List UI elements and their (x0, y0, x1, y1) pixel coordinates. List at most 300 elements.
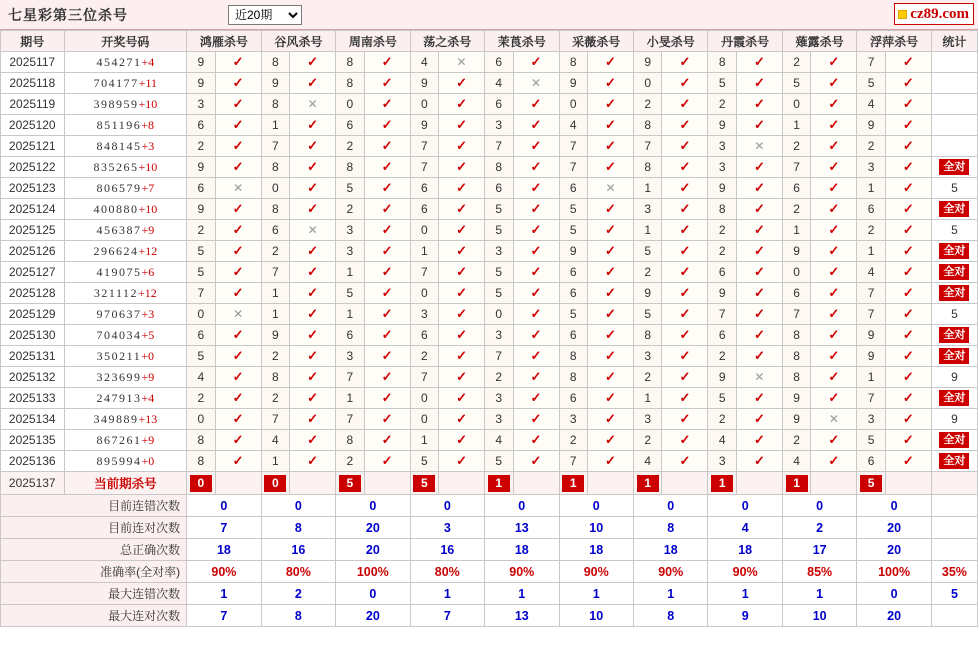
cell-period: 2025127 (1, 262, 65, 283)
summary-value: 0 (410, 495, 484, 517)
cell-current-mark (513, 472, 559, 495)
miss-cross-icon: ✕ (587, 178, 633, 199)
cell-stat (931, 136, 977, 157)
hit-check-icon: ✓ (513, 94, 559, 115)
th-expert-5: 采薇杀号 (559, 31, 633, 52)
summary-value: 8 (633, 605, 707, 627)
cell-kill-number: 0 (187, 409, 215, 430)
summary-stat-value (931, 517, 977, 539)
cell-kill-number: 5 (187, 262, 215, 283)
cell-kill-number: 3 (336, 241, 364, 262)
hit-check-icon: ✓ (736, 220, 782, 241)
summary-value: 20 (857, 517, 931, 539)
summary-value: 1 (559, 583, 633, 605)
cell-kill-number: 8 (559, 346, 587, 367)
hit-check-icon: ✓ (364, 409, 410, 430)
cell-kill-number: 0 (559, 94, 587, 115)
hit-check-icon: ✓ (215, 199, 261, 220)
current-period-row (1, 472, 978, 495)
cell-kill-number: 5 (633, 304, 661, 325)
hit-check-icon: ✓ (215, 157, 261, 178)
hit-check-icon: ✓ (736, 52, 782, 73)
hit-check-icon: ✓ (662, 409, 708, 430)
hit-check-icon: ✓ (513, 283, 559, 304)
cell-draw-code: 350211+0 (64, 346, 187, 367)
cell-kill-number: 3 (336, 220, 364, 241)
th-expert-2: 周南杀号 (336, 31, 410, 52)
cell-kill-number: 5 (187, 241, 215, 262)
table-header (1, 31, 978, 52)
cell-stat: 全对 (931, 199, 977, 220)
summary-value: 7 (410, 605, 484, 627)
hit-check-icon: ✓ (215, 409, 261, 430)
cell-period: 2025129 (1, 304, 65, 325)
header-row (1, 31, 978, 52)
hit-check-icon: ✓ (439, 451, 485, 472)
hit-check-icon: ✓ (290, 262, 336, 283)
hit-check-icon: ✓ (215, 346, 261, 367)
summary-value: 7 (187, 605, 261, 627)
cell-kill-number: 6 (559, 178, 587, 199)
cell-kill-number: 3 (633, 409, 661, 430)
hit-check-icon: ✓ (587, 52, 633, 73)
summary-value: 18 (187, 539, 261, 561)
hit-check-icon: ✓ (662, 367, 708, 388)
cell-stat: 全对 (931, 241, 977, 262)
cell-kill-number: 8 (633, 115, 661, 136)
summary-value: 90% (187, 561, 261, 583)
cell-kill-number: 1 (410, 241, 438, 262)
cell-kill-number: 0 (336, 94, 364, 115)
hit-check-icon: ✓ (215, 52, 261, 73)
cell-kill-number: 8 (187, 451, 215, 472)
cell-kill-number: 7 (485, 136, 513, 157)
cell-current-mark (215, 472, 261, 495)
cell-stat (931, 73, 977, 94)
miss-cross-icon: ✕ (736, 136, 782, 157)
cell-kill-number: 1 (782, 220, 810, 241)
cell-kill-number: 2 (261, 388, 289, 409)
th-expert-4: 茉莨杀号 (485, 31, 559, 52)
cell-current-kill-number: 5 (857, 472, 885, 495)
cell-kill-number: 5 (485, 199, 513, 220)
hit-check-icon: ✓ (736, 94, 782, 115)
hit-check-icon: ✓ (662, 241, 708, 262)
summary-value: 85% (782, 561, 856, 583)
hit-check-icon: ✓ (662, 283, 708, 304)
logo-square-icon (898, 10, 907, 19)
cell-period: 2025130 (1, 325, 65, 346)
cell-kill-number: 1 (261, 283, 289, 304)
cell-kill-number: 7 (857, 388, 885, 409)
cell-kill-number: 7 (708, 304, 736, 325)
summary-value: 18 (485, 539, 559, 561)
cell-kill-number: 3 (485, 241, 513, 262)
summary-value: 90% (485, 561, 559, 583)
cell-kill-number: 7 (261, 136, 289, 157)
cell-kill-number: 2 (857, 136, 885, 157)
cell-kill-number: 7 (410, 262, 438, 283)
hit-check-icon: ✓ (513, 220, 559, 241)
cell-kill-number: 6 (485, 94, 513, 115)
table-row (1, 52, 978, 73)
summary-value: 4 (708, 517, 782, 539)
cell-kill-number: 5 (485, 220, 513, 241)
cell-kill-number: 4 (485, 430, 513, 451)
cell-kill-number: 2 (633, 94, 661, 115)
hit-check-icon: ✓ (439, 220, 485, 241)
hit-check-icon: ✓ (290, 325, 336, 346)
summary-value: 10 (782, 605, 856, 627)
cell-kill-number: 5 (857, 430, 885, 451)
table-row (1, 220, 978, 241)
hit-check-icon: ✓ (290, 367, 336, 388)
hit-check-icon: ✓ (811, 325, 857, 346)
cell-kill-number: 1 (336, 262, 364, 283)
hit-check-icon: ✓ (439, 136, 485, 157)
miss-cross-icon: ✕ (290, 94, 336, 115)
cell-kill-number: 9 (559, 241, 587, 262)
table-row (1, 178, 978, 199)
table-row (1, 199, 978, 220)
hit-check-icon: ✓ (290, 157, 336, 178)
hit-check-icon: ✓ (215, 262, 261, 283)
cell-draw-code: 247913+4 (64, 388, 187, 409)
cell-kill-number: 9 (261, 325, 289, 346)
cell-period: 2025119 (1, 94, 65, 115)
cell-kill-number: 9 (857, 325, 885, 346)
cell-current-mark (811, 472, 857, 495)
cell-kill-number: 2 (633, 430, 661, 451)
cell-draw-code: 400880+10 (64, 199, 187, 220)
summary-value: 90% (633, 561, 707, 583)
cell-current-kill-number: 1 (633, 472, 661, 495)
hit-check-icon: ✓ (736, 409, 782, 430)
cell-kill-number: 8 (261, 199, 289, 220)
cell-current-mark (364, 472, 410, 495)
cell-kill-number: 2 (857, 220, 885, 241)
cell-current-mark (736, 472, 782, 495)
summary-value: 9 (708, 605, 782, 627)
cell-kill-number: 4 (782, 451, 810, 472)
summary-value: 20 (336, 517, 410, 539)
cell-stat: 全对 (931, 157, 977, 178)
hit-check-icon: ✓ (439, 367, 485, 388)
summary-value: 3 (410, 517, 484, 539)
cell-kill-number: 4 (633, 451, 661, 472)
summary-value: 7 (187, 517, 261, 539)
hit-check-icon: ✓ (885, 346, 931, 367)
hit-check-icon: ✓ (215, 283, 261, 304)
th-expert-3: 荡之杀号 (410, 31, 484, 52)
hit-check-icon: ✓ (587, 262, 633, 283)
summary-row (1, 517, 978, 539)
cell-stat: 全对 (931, 388, 977, 409)
hit-check-icon: ✓ (736, 241, 782, 262)
cell-kill-number: 5 (633, 241, 661, 262)
hit-check-icon: ✓ (513, 115, 559, 136)
hit-check-icon: ✓ (290, 451, 336, 472)
hit-check-icon: ✓ (587, 304, 633, 325)
summary-value: 80% (410, 561, 484, 583)
hit-check-icon: ✓ (736, 304, 782, 325)
summary-value: 1 (708, 583, 782, 605)
cell-kill-number: 6 (782, 178, 810, 199)
hit-check-icon: ✓ (364, 136, 410, 157)
hit-check-icon: ✓ (662, 115, 708, 136)
cell-kill-number: 6 (187, 115, 215, 136)
cell-period: 2025131 (1, 346, 65, 367)
hit-check-icon: ✓ (587, 115, 633, 136)
hit-check-icon: ✓ (513, 262, 559, 283)
cell-kill-number: 1 (857, 241, 885, 262)
hit-check-icon: ✓ (811, 157, 857, 178)
hit-check-icon: ✓ (587, 346, 633, 367)
cell-kill-number: 2 (633, 262, 661, 283)
cell-period: 2025121 (1, 136, 65, 157)
cell-kill-number: 0 (261, 178, 289, 199)
summary-value: 2 (261, 583, 335, 605)
hit-check-icon: ✓ (885, 241, 931, 262)
hit-check-icon: ✓ (662, 73, 708, 94)
cell-kill-number: 2 (485, 367, 513, 388)
summary-value: 90% (708, 561, 782, 583)
cell-kill-number: 8 (261, 157, 289, 178)
summary-label: 目前连对次数 (1, 517, 187, 539)
hit-check-icon: ✓ (215, 220, 261, 241)
cell-kill-number: 6 (410, 325, 438, 346)
cell-stat: 全对 (931, 325, 977, 346)
table-row (1, 157, 978, 178)
cell-current-kill-number: 0 (187, 472, 215, 495)
cell-kill-number: 5 (485, 283, 513, 304)
hit-check-icon: ✓ (662, 220, 708, 241)
cell-kill-number: 6 (559, 388, 587, 409)
hit-check-icon: ✓ (885, 283, 931, 304)
cell-kill-number: 8 (559, 367, 587, 388)
cell-kill-number: 6 (857, 451, 885, 472)
cell-kill-number: 7 (187, 283, 215, 304)
cell-draw-code: 848145+3 (64, 136, 187, 157)
hit-check-icon: ✓ (587, 199, 633, 220)
cell-kill-number: 8 (633, 157, 661, 178)
cell-draw-code: 456387+9 (64, 220, 187, 241)
site-logo (894, 3, 974, 25)
hit-check-icon: ✓ (513, 367, 559, 388)
cell-kill-number: 6 (187, 325, 215, 346)
summary-value: 2 (782, 517, 856, 539)
miss-cross-icon: ✕ (215, 304, 261, 325)
cell-current-kill-number: 0 (261, 472, 289, 495)
cell-current-mark (885, 472, 931, 495)
hit-check-icon: ✓ (290, 241, 336, 262)
cell-kill-number: 2 (708, 241, 736, 262)
cell-kill-number: 7 (559, 157, 587, 178)
cell-kill-number: 7 (410, 367, 438, 388)
cell-draw-code: 835265+10 (64, 157, 187, 178)
cell-kill-number: 3 (857, 409, 885, 430)
summary-value: 1 (187, 583, 261, 605)
hit-check-icon: ✓ (439, 304, 485, 325)
cell-draw-code: 398959+10 (64, 94, 187, 115)
hit-check-icon: ✓ (662, 325, 708, 346)
cell-kill-number: 8 (782, 325, 810, 346)
summary-label: 最大连对次数 (1, 605, 187, 627)
summary-value: 90% (559, 561, 633, 583)
hit-check-icon: ✓ (587, 367, 633, 388)
cell-kill-number: 5 (559, 220, 587, 241)
hit-check-icon: ✓ (364, 94, 410, 115)
hit-check-icon: ✓ (885, 430, 931, 451)
hit-check-icon: ✓ (364, 451, 410, 472)
cell-kill-number: 7 (559, 136, 587, 157)
cell-kill-number: 7 (559, 451, 587, 472)
summary-value: 80% (261, 561, 335, 583)
cell-kill-number: 2 (187, 220, 215, 241)
table-row (1, 346, 978, 367)
table-row (1, 409, 978, 430)
cell-draw-code: 419075+6 (64, 262, 187, 283)
hit-check-icon: ✓ (364, 262, 410, 283)
cell-kill-number: 6 (336, 115, 364, 136)
cell-kill-number: 0 (410, 220, 438, 241)
hit-check-icon: ✓ (364, 115, 410, 136)
summary-row (1, 539, 978, 561)
hit-check-icon: ✓ (587, 451, 633, 472)
hit-check-icon: ✓ (587, 283, 633, 304)
hit-check-icon: ✓ (439, 199, 485, 220)
summary-value: 1 (410, 583, 484, 605)
summary-value: 8 (261, 605, 335, 627)
cell-kill-number: 2 (261, 241, 289, 262)
hit-check-icon: ✓ (513, 346, 559, 367)
cell-kill-number: 5 (485, 451, 513, 472)
cell-draw-code: 704034+5 (64, 325, 187, 346)
hit-check-icon: ✓ (885, 94, 931, 115)
cell-kill-number: 5 (857, 73, 885, 94)
hit-check-icon: ✓ (811, 346, 857, 367)
period-range-select[interactable] (228, 5, 302, 25)
summary-value: 20 (857, 539, 931, 561)
cell-kill-number: 2 (633, 367, 661, 388)
cell-draw-code: 867261+9 (64, 430, 187, 451)
summary-value: 0 (857, 583, 931, 605)
summary-value: 18 (633, 539, 707, 561)
cell-kill-number: 9 (633, 283, 661, 304)
summary-stat-value: 35% (931, 561, 977, 583)
hit-check-icon: ✓ (513, 388, 559, 409)
table-row (1, 283, 978, 304)
cell-period: 2025120 (1, 115, 65, 136)
hit-check-icon: ✓ (811, 451, 857, 472)
summary-row (1, 583, 978, 605)
summary-value: 10 (559, 605, 633, 627)
hit-check-icon: ✓ (885, 157, 931, 178)
cell-kill-number: 7 (261, 409, 289, 430)
cell-kill-number: 7 (857, 52, 885, 73)
hit-check-icon: ✓ (662, 94, 708, 115)
summary-label: 总正确次数 (1, 539, 187, 561)
cell-kill-number: 8 (261, 94, 289, 115)
hit-check-icon: ✓ (215, 388, 261, 409)
cell-kill-number: 3 (410, 304, 438, 325)
cell-kill-number: 0 (410, 283, 438, 304)
cell-kill-number: 9 (708, 115, 736, 136)
table-row (1, 262, 978, 283)
hit-check-icon: ✓ (439, 430, 485, 451)
cell-kill-number: 3 (857, 157, 885, 178)
summary-row (1, 561, 978, 583)
table-row (1, 367, 978, 388)
table-row (1, 94, 978, 115)
hit-check-icon: ✓ (513, 325, 559, 346)
cell-kill-number: 9 (708, 178, 736, 199)
summary-value: 20 (336, 539, 410, 561)
cell-stat: 全对 (931, 262, 977, 283)
summary-value: 13 (485, 605, 559, 627)
th-expert-7: 丹霞杀号 (708, 31, 782, 52)
hit-check-icon: ✓ (811, 430, 857, 451)
cell-kill-number: 9 (857, 115, 885, 136)
hit-check-icon: ✓ (662, 199, 708, 220)
cell-current-kill-number: 1 (485, 472, 513, 495)
hit-check-icon: ✓ (811, 262, 857, 283)
hit-check-icon: ✓ (215, 73, 261, 94)
cell-kill-number: 3 (559, 409, 587, 430)
th-expert-6: 小旻杀号 (633, 31, 707, 52)
hit-check-icon: ✓ (662, 157, 708, 178)
miss-cross-icon: ✕ (290, 220, 336, 241)
hit-check-icon: ✓ (215, 430, 261, 451)
summary-value: 17 (782, 539, 856, 561)
cell-kill-number: 3 (708, 157, 736, 178)
hit-check-icon: ✓ (364, 388, 410, 409)
cell-period: 2025123 (1, 178, 65, 199)
hit-check-icon: ✓ (364, 178, 410, 199)
cell-kill-number: 2 (782, 136, 810, 157)
cell-kill-number: 1 (336, 388, 364, 409)
hit-check-icon: ✓ (736, 73, 782, 94)
miss-cross-icon: ✕ (513, 73, 559, 94)
kill-number-table (0, 30, 978, 627)
cell-kill-number: 7 (261, 262, 289, 283)
hit-check-icon: ✓ (811, 178, 857, 199)
cell-kill-number: 6 (410, 178, 438, 199)
cell-draw-code: 321112+12 (64, 283, 187, 304)
cell-kill-number: 5 (336, 178, 364, 199)
cell-kill-number: 6 (559, 325, 587, 346)
cell-kill-number: 7 (485, 346, 513, 367)
cell-kill-number: 4 (857, 94, 885, 115)
hit-check-icon: ✓ (439, 94, 485, 115)
cell-kill-number: 6 (708, 262, 736, 283)
current-period-label: 当前期杀号 (64, 472, 187, 495)
cell-kill-number: 7 (633, 136, 661, 157)
cell-kill-number: 0 (782, 262, 810, 283)
summary-value: 18 (559, 539, 633, 561)
th-expert-1: 谷风杀号 (261, 31, 335, 52)
cell-kill-number: 4 (485, 73, 513, 94)
cell-kill-number: 5 (708, 388, 736, 409)
hit-check-icon: ✓ (439, 325, 485, 346)
cell-kill-number: 1 (857, 178, 885, 199)
cell-kill-number: 0 (485, 304, 513, 325)
hit-check-icon: ✓ (215, 241, 261, 262)
cell-kill-number: 8 (633, 325, 661, 346)
summary-stat-value: 5 (931, 583, 977, 605)
table-body (1, 52, 978, 627)
hit-check-icon: ✓ (513, 52, 559, 73)
